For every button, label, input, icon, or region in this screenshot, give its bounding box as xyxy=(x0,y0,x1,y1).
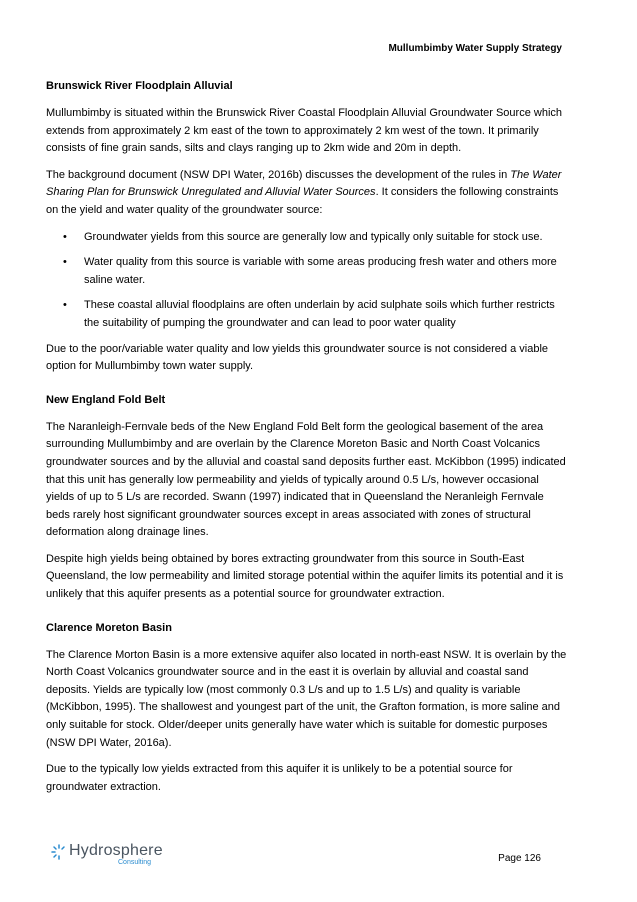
sunburst-logo-icon xyxy=(51,844,67,860)
logo-subtitle: Consulting xyxy=(118,859,152,866)
bullet-icon: • xyxy=(63,230,67,243)
page-number: Page 126 xyxy=(498,853,541,864)
bullet-icon: • xyxy=(63,256,67,269)
section-heading: New England Fold Belt xyxy=(46,393,166,406)
section-heading: Brunswick River Floodplain Alluvial xyxy=(46,80,233,92)
logo-wordmark: Hydrosphere xyxy=(69,842,163,859)
paragraph: Due to the poor/variable water quality and low yields this groundwater source is not considered a viable option for Mullumbimby town water supply. xyxy=(46,342,549,373)
paragraph: Despite high yields being obtained by bores extracting groundwater from this source in South-East Queensland, the low permeability and limited storage potential within the aquifer limits its potential and it is unlikely that this aquifer presents as a potential source for groundwater extraction. xyxy=(46,552,564,601)
list-item: • Water quality from this source is variable with some areas producing fresh water and others more saline water. xyxy=(63,256,557,286)
section-heading: Clarence Moreton Basin xyxy=(46,621,172,634)
bullet-icon: • xyxy=(63,299,67,312)
constraint-list xyxy=(46,229,568,333)
paragraph: The background document (NSW DPI Water, 2016b) discusses the development of the rules in The Water Sharing Plan for Brunswick Unregulated and Alluvial Water Sources. It considers the following constraints on the yield and water quality of the groundwater source: xyxy=(46,168,562,216)
paragraph: Mullumbimby is situated within the Brunswick River Coastal Floodplain Alluvial Groundwater Source which extends from approximately 2 km east of the town to approximately 2 km west of the town. It primarily consists of fine grain sands, silts and clays ranging up to 2km wide and 20m in depth. xyxy=(46,107,563,155)
paragraph: Due to the typically low yields extracted from this aquifer it is unlikely to be a potential source for groundwater extraction. xyxy=(46,763,513,793)
company-logo xyxy=(51,842,163,866)
list-item: • These coastal alluvial floodplains are often underlain by acid sulphate soils which further restricts the suitability of pumping the groundwater and can lead to poor water quality xyxy=(63,299,555,329)
paragraph: The Naranleigh-Fernvale beds of the New England Fold Belt form the geological basement of the area surrounding Mullumbimby and are overlain by the Clarence Moreton Basic and North Coast Volcanics groundwater sources and by the alluvial and coastal sand deposits further east. McKibbon (1995) indicated that this unit has generally low permeability and yields of typically around 0.5 L/s, however occasional yields of up to 5 L/s are recorded. Swann (1997) indicated that in Queensland the Neranleigh Fernvale beds rarely host significant groundwater sources except in areas associated with zones of structural deformation along drainage lines. xyxy=(46,420,566,539)
running-header: Mullumbimby Water Supply Strategy xyxy=(388,43,562,54)
paragraph: The Clarence Morton Basin is a more extensive aquifer also located in north-east NSW. It is overlain by the North Coast Volcanics groundwater source and in the east it is overlain by alluvial and coastal sand deposits. Yields are typically low (most commonly 0.3 L/s and up to 1.5 L/s) and quality is variable (McKibbon, 1995). The shallowest and youngest part of the unit, the Grafton formation, is more saline and only suitable for stock. Older/deeper units generally have water which is suitable for domestic purposes (NSW DPI Water, 2016a). xyxy=(46,648,567,749)
plan-title: The Water Sharing Plan for Brunswick Unregulated and Alluvial Water Sources xyxy=(46,168,562,199)
document-body xyxy=(46,78,568,805)
list-item: • Groundwater yields from this source are generally low and typically only suitable for stock use. xyxy=(46,229,568,247)
